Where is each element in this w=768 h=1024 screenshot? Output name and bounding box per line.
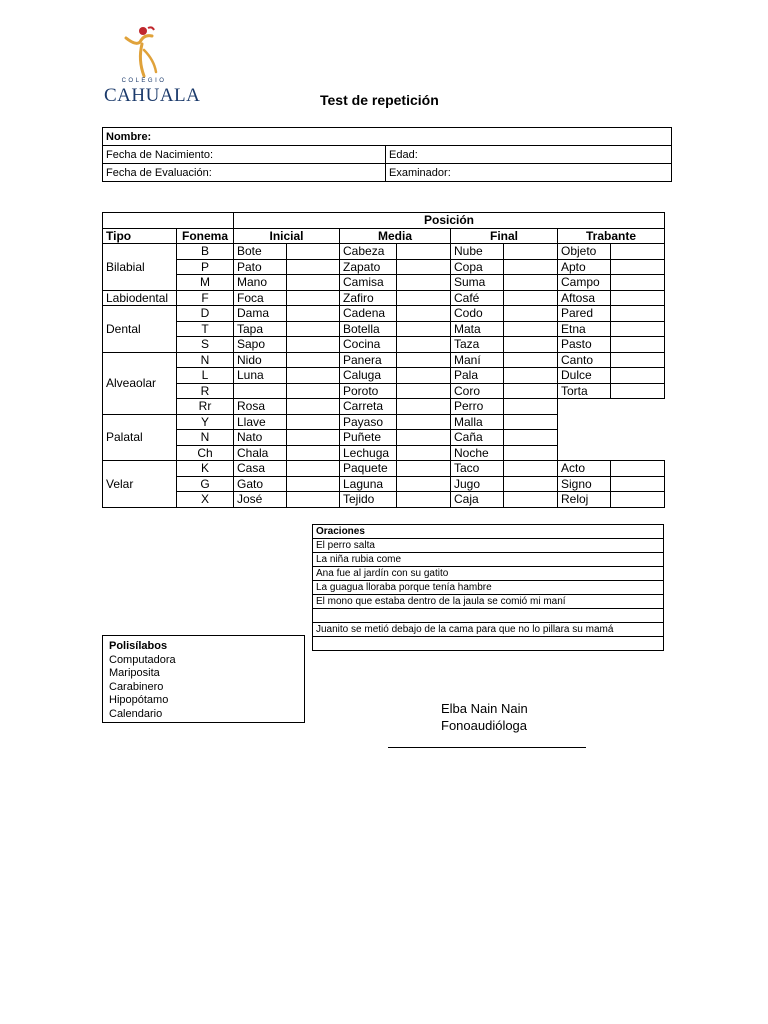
media-word: Panera [340,352,397,368]
trabante-answer[interactable] [611,368,665,384]
student-info-table [102,127,672,182]
media-answer[interactable] [397,259,451,275]
media-word: Lechuga [340,445,397,461]
inicial-word: Foca [234,290,287,306]
signature-block [441,700,528,734]
nombre-field[interactable]: Nombre: [103,128,672,146]
inicial-answer[interactable] [287,321,340,337]
polisilabos-box [102,635,305,723]
media-answer[interactable] [397,461,451,477]
table-row [103,306,665,322]
table-row [103,399,665,415]
final-word: Jugo [451,476,504,492]
oracion-item [313,637,664,651]
media-answer[interactable] [397,337,451,353]
final-answer[interactable] [504,290,558,306]
inicial-answer[interactable] [287,383,340,399]
oraciones-header: Oraciones [313,525,664,539]
trabante-answer[interactable] [611,275,665,291]
inicial-word: Luna [234,368,287,384]
inicial-word: Tapa [234,321,287,337]
polisilabo-item: Mariposita [109,667,160,679]
table-row [103,383,665,399]
inicial-word: José [234,492,287,508]
oracion-item: Ana fue al jardín con su gatito [313,567,664,581]
trabante-answer[interactable] [611,337,665,353]
fonema-cell: X [177,492,234,508]
table-row [103,445,665,461]
final-answer[interactable] [504,368,558,384]
fonema-cell: Rr [177,399,234,415]
media-answer[interactable] [397,492,451,508]
trabante-answer[interactable] [611,352,665,368]
fonema-cell: S [177,337,234,353]
trabante-answer[interactable] [611,259,665,275]
table-row [103,321,665,337]
inicial-answer[interactable] [287,368,340,384]
oracion-item: La niña rubia come [313,553,664,567]
final-word: Caña [451,430,504,446]
fonema-cell: M [177,275,234,291]
final-word: Taco [451,461,504,477]
logo-name: CAHUALA [104,85,201,106]
tipo-labiodental: Labiodental [103,290,177,306]
final-answer[interactable] [504,476,558,492]
inicial-answer[interactable] [287,244,340,260]
table-row [103,259,665,275]
page-title: Test de repetición [320,92,439,108]
final-answer[interactable] [504,321,558,337]
media-word: Carreta [340,399,397,415]
tipo-palatal: Palatal [103,414,177,461]
media-answer[interactable] [397,445,451,461]
table-row [103,430,665,446]
inicial-answer[interactable] [287,290,340,306]
final-answer[interactable] [504,430,558,446]
phoneme-position-table [102,212,665,508]
oracion-item: La guagua lloraba porque tenía hambre [313,581,664,595]
oracion-item [313,609,664,623]
final-word: Nube [451,244,504,260]
media-answer[interactable] [397,244,451,260]
table-row [103,275,665,291]
trabante-answer[interactable] [611,461,665,477]
inicial-answer[interactable] [287,306,340,322]
media-word: Camisa [340,275,397,291]
inicial-word: Casa [234,461,287,477]
media-answer[interactable] [397,352,451,368]
inicial-answer[interactable] [287,275,340,291]
trabante-answer[interactable] [611,476,665,492]
empty-cell [558,430,611,446]
final-answer[interactable] [504,399,558,415]
final-answer[interactable] [504,306,558,322]
inicial-word: Sapo [234,337,287,353]
media-word: Payaso [340,414,397,430]
media-answer[interactable] [397,368,451,384]
table-row [103,352,665,368]
final-word: Coro [451,383,504,399]
final-answer[interactable] [504,244,558,260]
media-answer[interactable] [397,476,451,492]
signature-name: Elba Nain Nain [441,701,528,716]
final-word: Perro [451,399,504,415]
media-answer[interactable] [397,275,451,291]
final-answer[interactable] [504,461,558,477]
fonema-cell: T [177,321,234,337]
oraciones-table [312,524,664,651]
oracion-item: El mono que estaba dentro de la jaula se comió mi maní [313,595,664,609]
polisilabo-item: Computadora [109,653,176,666]
trabante-word: Aftosa [558,290,611,306]
final-header: Final [451,228,558,244]
trabante-word: Reloj [558,492,611,508]
inicial-answer[interactable] [287,352,340,368]
media-word: Cadena [340,306,397,322]
inicial-answer[interactable] [287,259,340,275]
table-row [103,244,665,260]
final-word: Malla [451,414,504,430]
trabante-answer[interactable] [611,383,665,399]
table-row [103,414,665,430]
trabante-word: Signo [558,476,611,492]
media-word: Laguna [340,476,397,492]
polisilabo-item: Calendario [109,707,163,720]
fonema-cell: D [177,306,234,322]
final-word: Mata [451,321,504,337]
inicial-answer[interactable] [287,414,340,430]
final-word: Maní [451,352,504,368]
trabante-word: Pared [558,306,611,322]
trabante-word: Campo [558,275,611,291]
inicial-word: Gato [234,476,287,492]
media-header: Media [340,228,451,244]
inicial-answer[interactable] [287,492,340,508]
trabante-answer[interactable] [611,492,665,508]
inicial-answer[interactable] [287,461,340,477]
media-answer[interactable] [397,321,451,337]
trabante-word: Torta [558,383,611,399]
trabante-answer[interactable] [611,290,665,306]
fonema-cell: P [177,259,234,275]
polisilabo-item: Hipopótamo [109,694,169,706]
final-word: Caja [451,492,504,508]
final-word: Pala [451,368,504,384]
final-answer[interactable] [504,383,558,399]
logo-subtitle: COLEGIO [121,78,167,84]
table-row [103,337,665,353]
media-word: Cabeza [340,244,397,260]
inicial-header: Inicial [234,228,340,244]
final-answer[interactable] [504,492,558,508]
inicial-word: Mano [234,275,287,291]
media-answer[interactable] [397,306,451,322]
table-row [103,368,665,384]
tipo-header: Tipo [103,228,177,244]
trabante-answer[interactable] [611,306,665,322]
final-word: Codo [451,306,504,322]
final-word: Copa [451,259,504,275]
table-row [103,476,665,492]
oracion-item: Juanito se metió debajo de la cama para que no lo pillara su mamá [313,623,664,637]
empty-cell [611,399,665,415]
fecha-evaluacion-field[interactable]: Fecha de Evaluación: [103,164,386,182]
final-answer[interactable] [504,445,558,461]
fonema-cell: N [177,430,234,446]
inicial-word: Rosa [234,399,287,415]
media-answer[interactable] [397,399,451,415]
school-logo [104,26,201,108]
inicial-answer[interactable] [287,445,340,461]
signature-role: Fonoaudióloga [441,718,528,733]
final-word: Taza [451,337,504,353]
inicial-answer[interactable] [287,399,340,415]
final-answer[interactable] [504,352,558,368]
media-answer[interactable] [397,414,451,430]
final-word: Café [451,290,504,306]
trabante-word: Etna [558,321,611,337]
polisilabos-header: Polisílabos [109,640,168,652]
media-word: Zapato [340,259,397,275]
media-word: Zafiro [340,290,397,306]
final-answer[interactable] [504,337,558,353]
tipo-alveolar: Alveaolar [103,352,177,414]
inicial-answer[interactable] [287,476,340,492]
fonema-cell: R [177,383,234,399]
fonema-header: Fonema [177,228,234,244]
inicial-word: Chala [234,445,287,461]
empty-cell [558,414,611,430]
media-answer[interactable] [397,430,451,446]
examinador-field[interactable]: Examinador: [386,164,672,182]
inicial-word: Nido [234,352,287,368]
media-word: Caluga [340,368,397,384]
signature-line [388,747,586,748]
fonema-cell: F [177,290,234,306]
empty-cell [558,399,611,415]
media-word: Poroto [340,383,397,399]
posicion-header: Posición [234,213,665,229]
logo-figure-icon [118,26,168,78]
tipo-dental: Dental [103,306,177,353]
inicial-word [234,383,287,399]
media-answer[interactable] [397,290,451,306]
final-answer[interactable] [504,275,558,291]
final-answer[interactable] [504,259,558,275]
fonema-cell: K [177,461,234,477]
trabante-word: Apto [558,259,611,275]
media-word: Paquete [340,461,397,477]
media-word: Botella [340,321,397,337]
trabante-header: Trabante [558,228,665,244]
trabante-word: Pasto [558,337,611,353]
oracion-item: El perro salta [313,539,664,553]
inicial-answer[interactable] [287,430,340,446]
fonema-cell: L [177,368,234,384]
table-row [103,290,665,306]
trabante-word: Acto [558,461,611,477]
edad-field[interactable]: Edad: [386,146,672,164]
inicial-word: Bote [234,244,287,260]
trabante-answer[interactable] [611,244,665,260]
empty-cell [611,445,665,461]
inicial-word: Nato [234,430,287,446]
inicial-answer[interactable] [287,337,340,353]
media-answer[interactable] [397,383,451,399]
tipo-bilabial: Bilabial [103,244,177,291]
empty-cell [611,414,665,430]
fecha-nacimiento-field[interactable]: Fecha de Nacimiento: [103,146,386,164]
final-answer[interactable] [504,414,558,430]
empty-cell [611,430,665,446]
fonema-cell: Ch [177,445,234,461]
final-word: Noche [451,445,504,461]
fonema-cell: G [177,476,234,492]
tipo-velar: Velar [103,461,177,508]
inicial-word: Llave [234,414,287,430]
polisilabo-item: Carabinero [109,680,164,693]
trabante-word: Objeto [558,244,611,260]
trabante-answer[interactable] [611,321,665,337]
inicial-word: Dama [234,306,287,322]
inicial-word: Pato [234,259,287,275]
media-word: Cocina [340,337,397,353]
table-row [103,461,665,477]
trabante-word: Dulce [558,368,611,384]
media-word: Puñete [340,430,397,446]
table-row [103,492,665,508]
fonema-cell: N [177,352,234,368]
empty-cell [558,445,611,461]
trabante-word: Canto [558,352,611,368]
final-word: Suma [451,275,504,291]
fonema-cell: B [177,244,234,260]
fonema-cell: Y [177,414,234,430]
media-word: Tejido [340,492,397,508]
